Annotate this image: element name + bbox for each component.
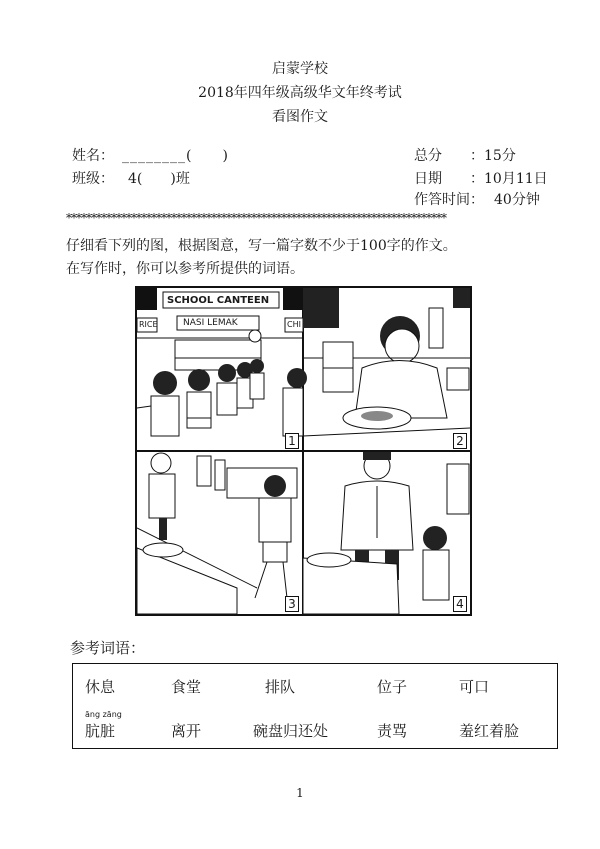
instruction-line-1: 仔细看下列的图，根据图意，写一篇字数不少于100字的作文。 — [66, 238, 457, 254]
exam-title: 2018年四年级高级华文年终考试 — [198, 85, 402, 101]
canteen-sign: SCHOOL CANTEEN — [167, 295, 270, 306]
panel-1-queue — [137, 288, 307, 436]
vocab-box — [72, 663, 558, 749]
panel-number-1: 1 — [285, 433, 299, 449]
vocab-word: 可口 — [459, 678, 490, 696]
class-value[interactable]: 4( )班 — [128, 171, 190, 187]
comic-panels-drawing — [137, 288, 470, 614]
vocab-word: 位子 — [377, 678, 408, 696]
stall-sign-rice: RICE — [139, 320, 158, 329]
stall-sign-chi: CHI — [287, 320, 301, 329]
total-score-label: 总分 — [414, 148, 442, 164]
comic-illustration — [135, 286, 472, 616]
stall-sign-nasi-lemak: NASI LEMAK — [183, 318, 238, 328]
total-score-value: ：15分 — [470, 148, 516, 164]
class-label: 班级： — [72, 171, 114, 187]
vocab-word: 排队 — [265, 678, 296, 696]
school-name: 启蒙学校 — [272, 61, 328, 77]
panel-number-2: 2 — [453, 433, 467, 449]
panel-2-eating — [303, 288, 470, 436]
vocab-title: 参考词语： — [70, 639, 146, 657]
instruction-line-2: 在写作时，你可以参考所提供的词语。 — [66, 261, 304, 277]
time-value: 40分钟 — [494, 192, 540, 208]
star-divider: **************************************************************************** — [66, 211, 446, 225]
vocab-word: 肮脏 — [85, 722, 116, 740]
vocab-word: 离开 — [171, 722, 202, 740]
vocab-pinyin: āng zāng — [85, 710, 122, 719]
panel-number-3: 3 — [285, 596, 299, 612]
vocab-word: 休息 — [85, 678, 116, 696]
panel-number-4: 4 — [453, 596, 467, 612]
vocab-word: 羞红着脸 — [459, 722, 520, 740]
name-label: 姓名： — [72, 148, 114, 164]
panel-4-scolding — [303, 452, 469, 614]
date-value: ：10月11日 — [470, 171, 548, 187]
vocab-word: 责骂 — [377, 722, 408, 740]
page-subtitle: 看图作文 — [272, 109, 328, 125]
page-number: 1 — [296, 786, 304, 800]
vocab-word: 食堂 — [171, 678, 202, 696]
name-blank[interactable]: ________( ) — [122, 148, 229, 164]
time-label: 作答时间： — [414, 192, 484, 208]
vocab-word: 碗盘归还处 — [253, 722, 329, 740]
panel-3-leaving — [137, 453, 297, 614]
date-label: 日期 — [414, 171, 442, 187]
